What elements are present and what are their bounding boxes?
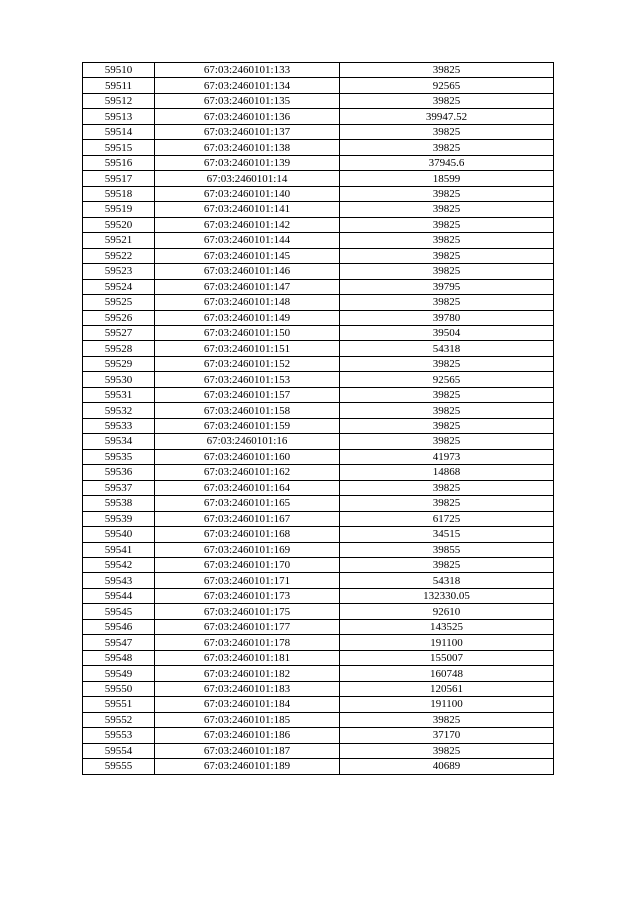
row-number-cell: 59541: [83, 542, 155, 557]
value-cell: 39825: [340, 496, 554, 511]
table-row: [83, 387, 554, 402]
value-cell: 39947.52: [340, 109, 554, 124]
value-cell: 92565: [340, 372, 554, 387]
row-number-cell: 59514: [83, 124, 155, 139]
cadastral-number-cell: 67:03:2460101:145: [155, 248, 340, 263]
value-cell: 39825: [340, 743, 554, 758]
cadastral-number-cell: 67:03:2460101:151: [155, 341, 340, 356]
cadastral-number-cell: 67:03:2460101:141: [155, 202, 340, 217]
cadastral-number-cell: 67:03:2460101:165: [155, 496, 340, 511]
table-row: [83, 635, 554, 650]
row-number-cell: 59546: [83, 619, 155, 634]
row-number-cell: 59519: [83, 202, 155, 217]
value-cell: 39795: [340, 279, 554, 294]
cadastral-number-cell: 67:03:2460101:169: [155, 542, 340, 557]
table-row: [83, 619, 554, 634]
cadastral-number-cell: 67:03:2460101:14: [155, 171, 340, 186]
table-row: [83, 527, 554, 542]
cadastral-number-cell: 67:03:2460101:182: [155, 666, 340, 681]
row-number-cell: 59533: [83, 418, 155, 433]
cadastral-number-cell: 67:03:2460101:167: [155, 511, 340, 526]
table-row: [83, 681, 554, 696]
value-cell: 155007: [340, 650, 554, 665]
value-cell: 160748: [340, 666, 554, 681]
row-number-cell: 59545: [83, 604, 155, 619]
value-cell: 39825: [340, 264, 554, 279]
value-cell: 39825: [340, 712, 554, 727]
cadastral-number-cell: 67:03:2460101:140: [155, 186, 340, 201]
value-cell: 39825: [340, 217, 554, 232]
cadastral-number-cell: 67:03:2460101:187: [155, 743, 340, 758]
cadastral-number-cell: 67:03:2460101:181: [155, 650, 340, 665]
cadastral-number-cell: 67:03:2460101:152: [155, 356, 340, 371]
row-number-cell: 59539: [83, 511, 155, 526]
table-row: [83, 604, 554, 619]
cadastral-number-cell: 67:03:2460101:149: [155, 310, 340, 325]
value-cell: 39825: [340, 387, 554, 402]
row-number-cell: 59544: [83, 588, 155, 603]
row-number-cell: 59522: [83, 248, 155, 263]
table-row: [83, 124, 554, 139]
cadastral-number-cell: 67:03:2460101:171: [155, 573, 340, 588]
table-row: [83, 356, 554, 371]
cadastral-number-cell: 67:03:2460101:144: [155, 233, 340, 248]
row-number-cell: 59538: [83, 496, 155, 511]
table-row: [83, 248, 554, 263]
row-number-cell: 59553: [83, 728, 155, 743]
value-cell: 132330.05: [340, 588, 554, 603]
value-cell: 37170: [340, 728, 554, 743]
row-number-cell: 59549: [83, 666, 155, 681]
table-row: [83, 63, 554, 78]
row-number-cell: 59516: [83, 155, 155, 170]
value-cell: 92565: [340, 78, 554, 93]
table-row: [83, 109, 554, 124]
value-cell: 54318: [340, 341, 554, 356]
row-number-cell: 59511: [83, 78, 155, 93]
cadastral-number-cell: 67:03:2460101:147: [155, 279, 340, 294]
table-row: [83, 712, 554, 727]
cadastral-number-cell: 67:03:2460101:162: [155, 465, 340, 480]
value-cell: 14868: [340, 465, 554, 480]
table-row: [83, 279, 554, 294]
row-number-cell: 59537: [83, 480, 155, 495]
value-cell: 39825: [340, 93, 554, 108]
table-row: [83, 650, 554, 665]
row-number-cell: 59540: [83, 527, 155, 542]
cadastral-number-cell: 67:03:2460101:134: [155, 78, 340, 93]
table-row: [83, 743, 554, 758]
cadastral-number-cell: 67:03:2460101:168: [155, 527, 340, 542]
table-row: [83, 588, 554, 603]
cadastral-number-cell: 67:03:2460101:177: [155, 619, 340, 634]
table-row: [83, 186, 554, 201]
cadastral-number-cell: 67:03:2460101:159: [155, 418, 340, 433]
value-cell: 39504: [340, 325, 554, 340]
cadastral-number-cell: 67:03:2460101:170: [155, 558, 340, 573]
value-cell: 39855: [340, 542, 554, 557]
row-number-cell: 59548: [83, 650, 155, 665]
row-number-cell: 59547: [83, 635, 155, 650]
row-number-cell: 59527: [83, 325, 155, 340]
table-row: [83, 728, 554, 743]
value-cell: 39825: [340, 124, 554, 139]
row-number-cell: 59520: [83, 217, 155, 232]
row-number-cell: 59552: [83, 712, 155, 727]
table-row: [83, 666, 554, 681]
row-number-cell: 59532: [83, 403, 155, 418]
value-cell: 39825: [340, 248, 554, 263]
table-row: [83, 341, 554, 356]
row-number-cell: 59536: [83, 465, 155, 480]
table-row: [83, 759, 554, 774]
table-row: [83, 93, 554, 108]
cadastral-number-cell: 67:03:2460101:135: [155, 93, 340, 108]
table-row: [83, 449, 554, 464]
table-row: [83, 511, 554, 526]
table-row: [83, 434, 554, 449]
table-row: [83, 264, 554, 279]
row-number-cell: 59543: [83, 573, 155, 588]
cadastral-number-cell: 67:03:2460101:178: [155, 635, 340, 650]
cadastral-number-cell: 67:03:2460101:142: [155, 217, 340, 232]
value-cell: 191100: [340, 635, 554, 650]
cadastral-number-cell: 67:03:2460101:184: [155, 697, 340, 712]
value-cell: 39825: [340, 558, 554, 573]
cadastral-number-cell: 67:03:2460101:16: [155, 434, 340, 449]
cadastral-number-cell: 67:03:2460101:158: [155, 403, 340, 418]
cadastral-number-cell: 67:03:2460101:160: [155, 449, 340, 464]
value-cell: 39825: [340, 403, 554, 418]
value-cell: 39825: [340, 140, 554, 155]
cadastral-number-cell: 67:03:2460101:150: [155, 325, 340, 340]
cadastral-number-cell: 67:03:2460101:153: [155, 372, 340, 387]
value-cell: 18599: [340, 171, 554, 186]
value-cell: 41973: [340, 449, 554, 464]
value-cell: 39825: [340, 295, 554, 310]
row-number-cell: 59513: [83, 109, 155, 124]
table-row: [83, 465, 554, 480]
value-cell: 39825: [340, 186, 554, 201]
value-cell: 39825: [340, 233, 554, 248]
value-cell: 39825: [340, 434, 554, 449]
table-row: [83, 418, 554, 433]
row-number-cell: 59550: [83, 681, 155, 696]
cadastral-number-cell: 67:03:2460101:173: [155, 588, 340, 603]
value-cell: 39825: [340, 202, 554, 217]
cadastral-value-table: [82, 62, 554, 775]
row-number-cell: 59512: [83, 93, 155, 108]
value-cell: 34515: [340, 527, 554, 542]
table-row: [83, 295, 554, 310]
table-body: [83, 63, 554, 775]
row-number-cell: 59535: [83, 449, 155, 464]
row-number-cell: 59523: [83, 264, 155, 279]
cadastral-number-cell: 67:03:2460101:138: [155, 140, 340, 155]
cadastral-number-cell: 67:03:2460101:183: [155, 681, 340, 696]
table-row: [83, 542, 554, 557]
cadastral-number-cell: 67:03:2460101:133: [155, 63, 340, 78]
row-number-cell: 59554: [83, 743, 155, 758]
table-row: [83, 325, 554, 340]
row-number-cell: 59528: [83, 341, 155, 356]
cadastral-number-cell: 67:03:2460101:146: [155, 264, 340, 279]
table-row: [83, 372, 554, 387]
table-row: [83, 310, 554, 325]
value-cell: 39825: [340, 418, 554, 433]
row-number-cell: 59529: [83, 356, 155, 371]
table-row: [83, 697, 554, 712]
row-number-cell: 59510: [83, 63, 155, 78]
table-row: [83, 496, 554, 511]
row-number-cell: 59542: [83, 558, 155, 573]
value-cell: 54318: [340, 573, 554, 588]
row-number-cell: 59551: [83, 697, 155, 712]
cadastral-number-cell: 67:03:2460101:157: [155, 387, 340, 402]
table-row: [83, 403, 554, 418]
table-row: [83, 202, 554, 217]
table-row: [83, 573, 554, 588]
cadastral-number-cell: 67:03:2460101:185: [155, 712, 340, 727]
value-cell: 39825: [340, 480, 554, 495]
row-number-cell: 59531: [83, 387, 155, 402]
cadastral-number-cell: 67:03:2460101:136: [155, 109, 340, 124]
value-cell: 39780: [340, 310, 554, 325]
value-cell: 143525: [340, 619, 554, 634]
value-cell: 120561: [340, 681, 554, 696]
row-number-cell: 59515: [83, 140, 155, 155]
row-number-cell: 59521: [83, 233, 155, 248]
row-number-cell: 59525: [83, 295, 155, 310]
table-row: [83, 171, 554, 186]
value-cell: 61725: [340, 511, 554, 526]
value-cell: 39825: [340, 63, 554, 78]
cadastral-number-cell: 67:03:2460101:139: [155, 155, 340, 170]
row-number-cell: 59524: [83, 279, 155, 294]
table-row: [83, 558, 554, 573]
cadastral-number-cell: 67:03:2460101:148: [155, 295, 340, 310]
table-row: [83, 480, 554, 495]
row-number-cell: 59526: [83, 310, 155, 325]
value-cell: 191100: [340, 697, 554, 712]
table-row: [83, 233, 554, 248]
value-cell: 37945.6: [340, 155, 554, 170]
row-number-cell: 59555: [83, 759, 155, 774]
table-row: [83, 140, 554, 155]
cadastral-number-cell: 67:03:2460101:137: [155, 124, 340, 139]
value-cell: 39825: [340, 356, 554, 371]
table-row: [83, 155, 554, 170]
cadastral-number-cell: 67:03:2460101:175: [155, 604, 340, 619]
row-number-cell: 59530: [83, 372, 155, 387]
row-number-cell: 59518: [83, 186, 155, 201]
cadastral-number-cell: 67:03:2460101:186: [155, 728, 340, 743]
table-row: [83, 217, 554, 232]
row-number-cell: 59534: [83, 434, 155, 449]
table-row: [83, 78, 554, 93]
value-cell: 40689: [340, 759, 554, 774]
cadastral-number-cell: 67:03:2460101:164: [155, 480, 340, 495]
row-number-cell: 59517: [83, 171, 155, 186]
cadastral-number-cell: 67:03:2460101:189: [155, 759, 340, 774]
value-cell: 92610: [340, 604, 554, 619]
